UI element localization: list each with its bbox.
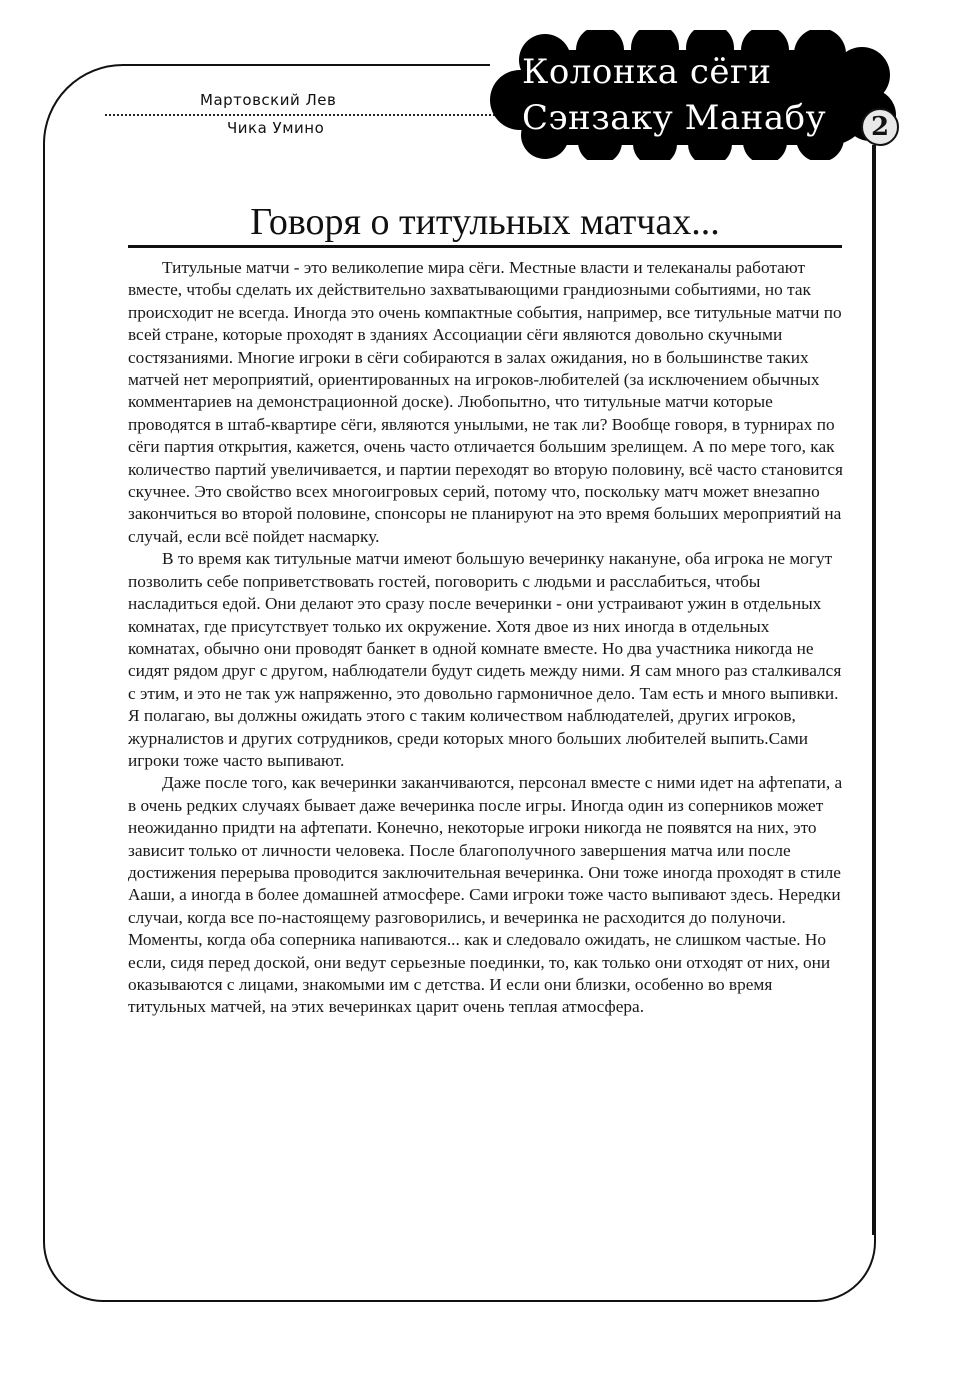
author-name: Чика Умино (227, 119, 325, 137)
column-banner (490, 30, 900, 160)
page-border-right (872, 145, 874, 1235)
article-body (128, 257, 844, 1019)
banner-title-line1: Колонка сёги (522, 52, 772, 92)
title-underline (128, 245, 842, 248)
paragraph-1: Титульные матчи - это великолепие мира сёги. Местные власти и телеканалы работают вместе, чтобы сделать их действительно захватывающими грандиозными событиями, но так происходит не всегда. Иногда это очень компактные события, например, все титульные матчи по всей стране, которые проходят в зданиях Ассоциации сёги являются довольно скучными состязаниями. Многие игроки в сёги собираются в залах ожидания, но в большинстве таких матчей нет мероприятий, ориентированных на игроков-любителей (за исключением обычных комментариев на демонстрационной доске). Любопытно, что титульные матчи которые проводятся в штаб-квартире сёги, являются унылыми, не так ли? Вообще говоря, в турнирах по сёги партия открытия, кажется, очень часто отличается большим зрелищем. А по мере того, как количество партий увеличивается, и партии переходят во вторую половину, всё часто становится скучнее. Это свойство всех многоигровых серий, потому что, поскольку матч может внезапно закончиться во второй половине, спонсоры не планируют на это время больших мероприятий на случай, если всё пойдет насмарку. (128, 258, 843, 546)
paragraph-3: Даже после того, как вечеринки заканчиваются, персонал вместе с ними идет на афтепати, а в очень редких случаях бывает даже вечеринка после игры. Иногда один из соперников может неожиданно придти на афтепати. Конечно, некоторые игроки никогда не появятся на них, это зависит только от личности человека. После благополучного завершения матча или после достижения перерыва проводится заключительная вечеринка. Они тоже иногда проходят в стиле Ааши, а иногда в более домашней атмосфере. Сами игроки тоже часто выпивают здесь. Нередки случаи, когда все по-настоящему разговорились, и вечеринка не расходится до полуночи. Моменты, когда оба соперника напиваются... как и следовало ожидать, не слишком частые. Но если, сидя перед доской, они ведут серьезные поединки, то, как только они отходят от них, они оказываются с лицами, знакомыми им с детства. И если они близки, особенно во время титульных матчей, на этих вечеринках царит очень теплая атмосфера. (128, 773, 843, 1017)
paragraph-2: В то время как титульные матчи имеют большую вечеринку накануне, оба игрока не могут позволить себе поприветствовать гостей, поговорить с людьми и расслабиться, чтобы насладиться едой. Они делают это сразу после вечеринки - они устраивают ужин в отдельных комнатах, где присутствует только их окружение. Хотя двое из них иногда в отдельных комнатах, обычно они проводят банкет в одной комнате вместе. Но два участника никогда не сидят рядом друг с другом, наблюдатели будут сидеть между ними. Я сам много раз сталкивался с этим, и это не так уж напряженно, это довольно гармоничное дело. Там есть и много выпивки. Я полагаю, вы должны ожидать этого с таким количеством наблюдателей, других игроков, журналистов и других сотрудников, среди которых много больших любителей выпить.Сами игроки тоже часто выпивают. (128, 549, 842, 770)
banner-title-line2: Сэнзаку Манабу (522, 98, 827, 138)
issue-number-badge: 2 (861, 108, 899, 146)
cloud-banner-shape (490, 30, 900, 160)
dotted-divider (105, 114, 495, 116)
article-title: Говоря о титульных матчах... (250, 201, 720, 243)
manga-title: Мартовский Лев (200, 91, 337, 109)
